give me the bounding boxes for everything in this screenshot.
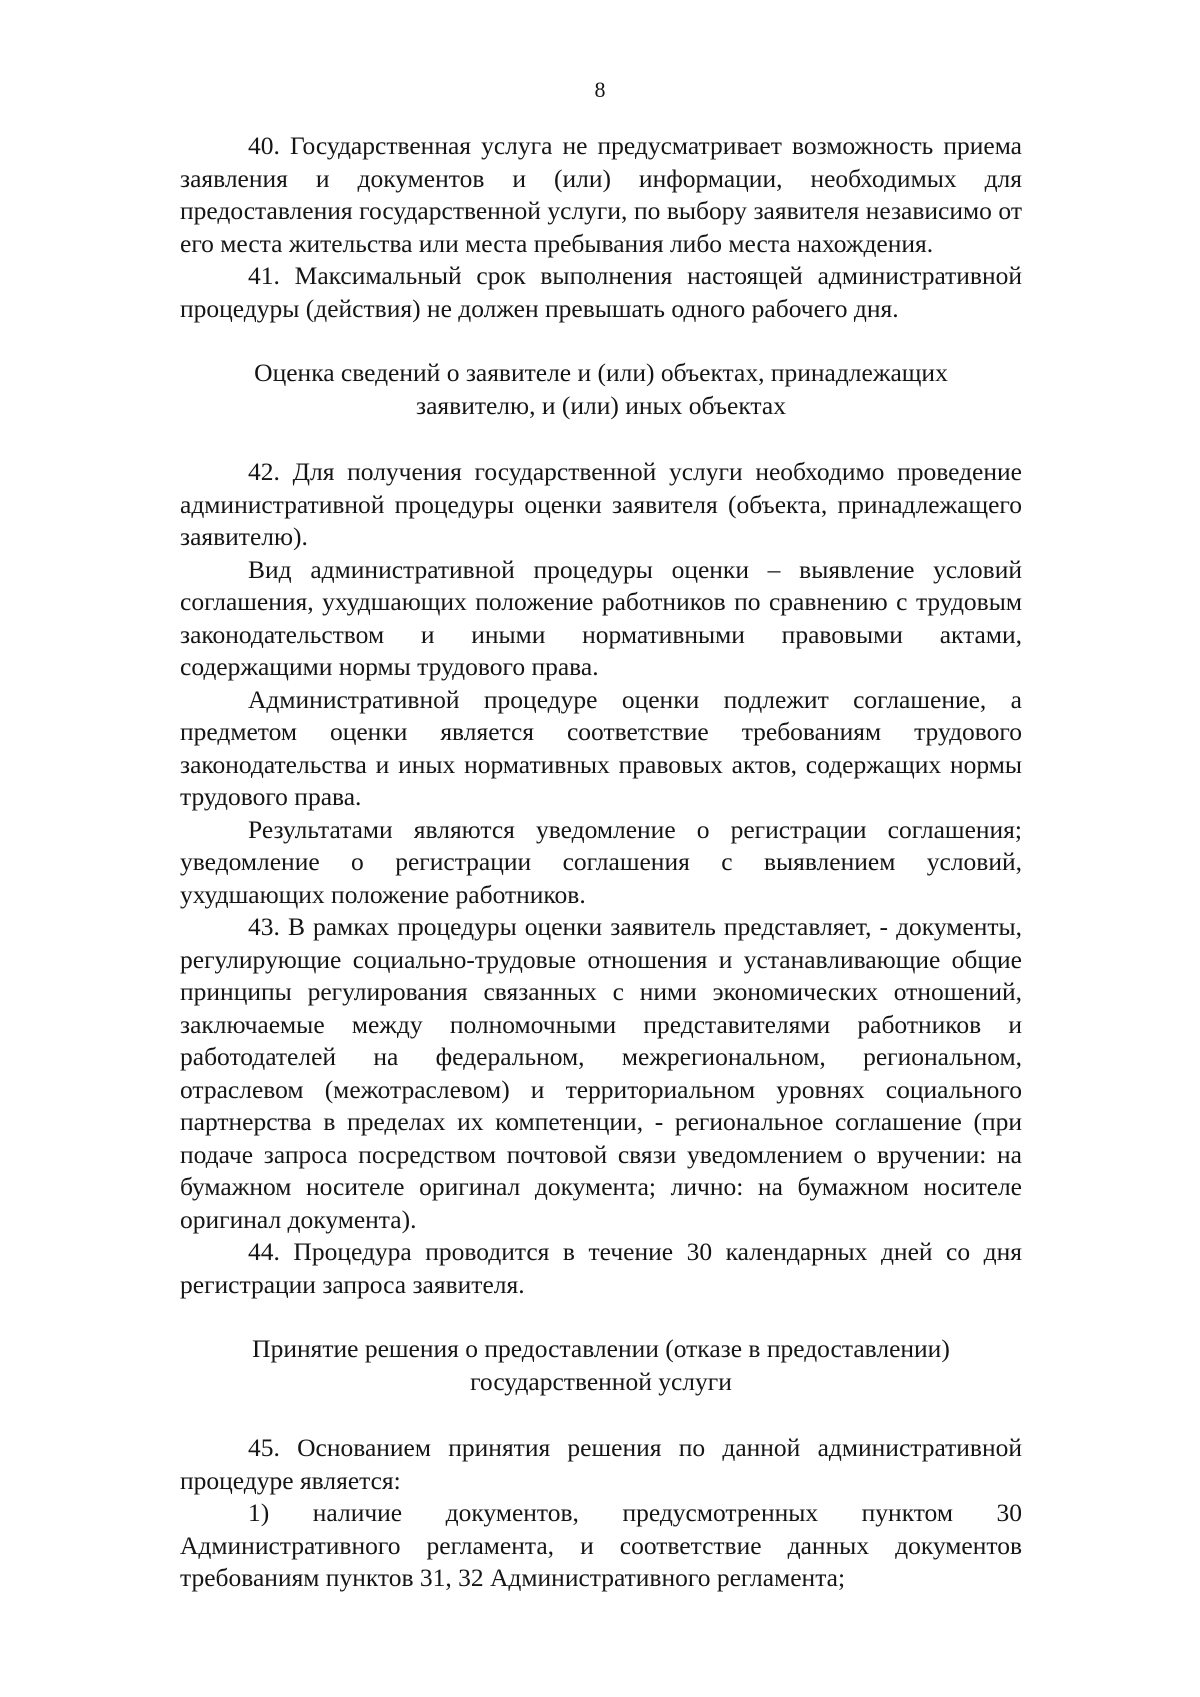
paragraph-41: 41. Максимальный срок выполнения настоящей административной процедуры (действия) не должен превышать одного рабочего дня.	[180, 261, 1022, 323]
spacer	[180, 422, 1022, 456]
paragraph-40: 40. Государственная услуга не предусматривает возможность приема заявления и документов и (или) информации, необходимых для предоставления государственной услуги, по выбору заявителя независимо от его места жительства или места пребывания либо места нахождения.	[180, 131, 1022, 258]
spacer	[180, 1301, 1022, 1333]
paragraph-45: 45. Основанием принятия решения по данной административной процедуре является:	[180, 1433, 1022, 1495]
section-heading-assessment	[180, 357, 1022, 422]
paragraph-42-subject: Административной процедуре оценки подлежит соглашение, а предметом оценки является соответствие требованиям трудового законодательства и иных нормативных правовых актов, содержащих нормы трудового права.	[180, 684, 1022, 811]
paragraph-43: 43. В рамках процедуры оценки заявитель представляет, - документы, регулирующие социально-трудовые отношения и устанавливающие общие принципы регулирования связанных с ними экономических отношений, заключаемые между полномочными представителями работников и работодателей на федеральном, межрегиональном, региональном, отраслевом (межотраслевом) и территориальном уровнях социального партнерства в пределах их компетенции, - региональное соглашение (при подаче запроса посредством почтовой связи уведомлением о вручении: на бумажном носителе оригинал документа; лично: на бумажном носителе оригинал документа).	[180, 912, 1022, 1234]
heading-line: Оценка сведений о заявителе и (или) объектах, принадлежащих	[254, 358, 948, 387]
page-number: 8	[594, 77, 606, 102]
paragraph-44: 44. Процедура проводится в течение 30 календарных дней со дня регистрации запроса заявителя.	[180, 1237, 1022, 1299]
heading-line: государственной услуги	[470, 1366, 732, 1396]
paragraph-42-type: Вид административной процедуры оценки – выявление условий соглашения, ухудшающих положение работников по сравнению с трудовым законодательством и иными нормативными правовыми актами, содержащими нормы трудового права.	[180, 554, 1022, 681]
paragraph-42-results: Результатами являются уведомление о регистрации соглашения; уведомление о регистрации соглашения с выявлением условий, ухудшающих положение работников.	[180, 814, 1022, 909]
spacer	[180, 1398, 1022, 1432]
document-body	[180, 130, 1022, 1595]
paragraph-42: 42. Для получения государственной услуги необходимо проведение административной процедуры оценки заявителя (объекта, принадлежащего заявителю).	[180, 457, 1022, 551]
section-heading-decision	[180, 1333, 1022, 1398]
heading-line: Принятие решения о предоставлении (отказе в предоставлении)	[252, 1334, 950, 1363]
spacer	[180, 325, 1022, 357]
heading-line: заявителю, и (или) иных объектах	[416, 390, 786, 420]
paragraph-45-item-1: 1) наличие документов, предусмотренных пунктом 30 Административного регламента, и соответствие данных документов требованиям пунктов 31, 32 Административного регламента;	[180, 1498, 1022, 1592]
